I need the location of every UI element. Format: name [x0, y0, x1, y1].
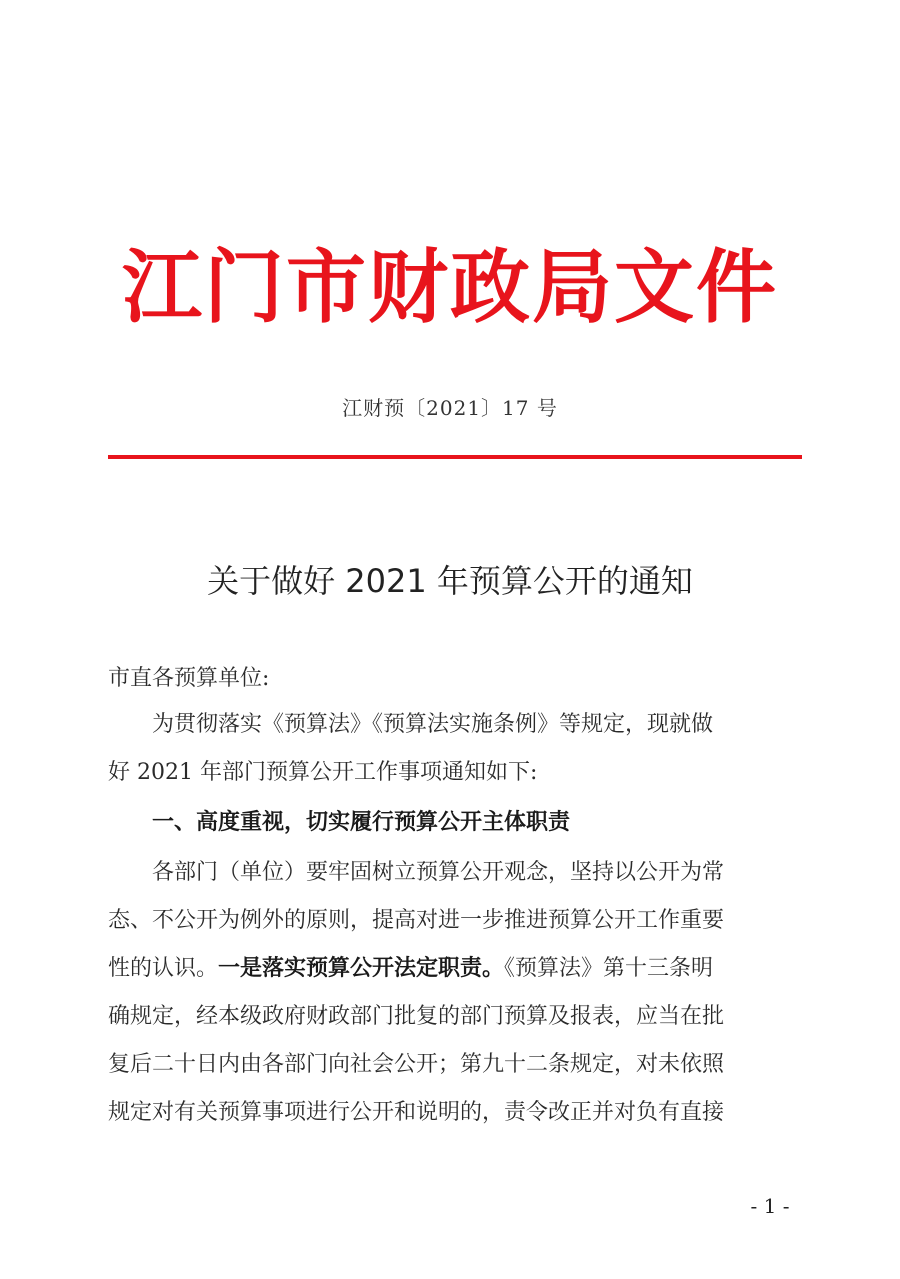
paragraph-line-mixed — [108, 952, 800, 1000]
emphasis-text: 一是落实预算公开法定职责。 — [218, 956, 505, 981]
paragraph-line: 各部门（单位）要牢固树立预算公开观念，坚持以公开为常 — [152, 860, 725, 885]
paragraph-line: 好 2021 年部门预算公开工作事项通知如下: — [108, 760, 538, 785]
paragraph-section-1 — [108, 856, 800, 1144]
paragraph-line: 确规定，经本级政府财政部门批复的部门预算及报表，应当在批 — [108, 1004, 725, 1029]
paragraph-line: 态、不公开为例外的原则，提高对进一步推进预算公开工作重要 — [108, 908, 725, 933]
issuer-header: 江门市财政局文件 — [122, 240, 778, 334]
line-prefix: 性的认识。 — [108, 956, 219, 981]
red-separator-line — [108, 455, 802, 459]
page-number: - 1 - — [750, 1194, 790, 1218]
section-heading-1: 一、高度重视，切实履行预算公开主体职责 — [152, 810, 571, 835]
paragraph-line: 为贯彻落实《预算法》《预算法实施条例》等规定，现就做 — [152, 712, 714, 737]
paragraph-line: 复后二十日内由各部门向社会公开；第九十二条规定，对未依照 — [108, 1052, 725, 1077]
paragraph-line: 规定对有关预算事项进行公开和说明的，责令改正并对负有直接 — [108, 1100, 725, 1125]
paragraph-intro — [108, 708, 800, 804]
line-suffix: 《预算法》第十三条明 — [504, 956, 714, 981]
addressee: 市直各预算单位: — [108, 666, 270, 691]
document-title: 关于做好 2021 年预算公开的通知 — [207, 562, 693, 600]
document-number: 江财预〔2021〕17 号 — [342, 396, 558, 420]
